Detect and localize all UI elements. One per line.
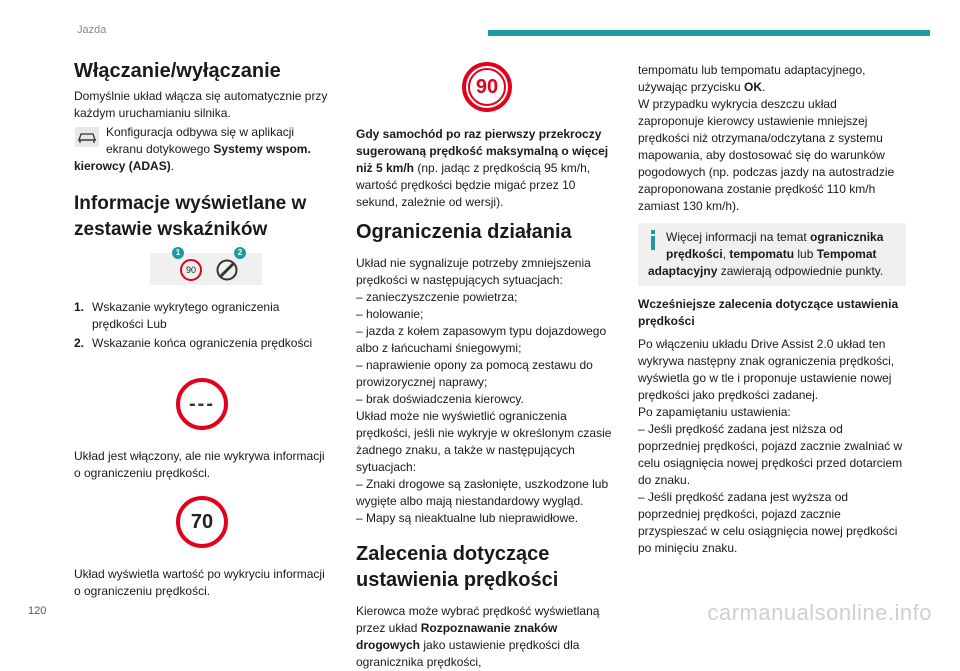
list-item xyxy=(74,299,328,333)
info-icon xyxy=(648,230,658,250)
choice-text: Kierowca może wybrać prędkość wyświetlaną przez układ xyxy=(356,604,600,635)
exceed-rest: (np. jadąc z prędkością 95 km/h, wartość prędkości będzie migać przez 10 sekund, zależnie od wersji). xyxy=(356,161,591,209)
limits-list-2 xyxy=(356,476,620,527)
list-item: – brak doświadczenia kierowcy. xyxy=(356,392,524,406)
info-text: lub xyxy=(794,247,817,261)
list-item: – Znaki drogowe są zasłonięte, uszkodzone lub wygięte albo mają niestandardowy wygląd. xyxy=(356,477,609,508)
list-item: – Jeśli prędkość zadana jest wyższa od poprzedniej prędkości, pojazd zacznie przyspieszać w celu osiągnięcia nowej prędkości po minięciu znaku. xyxy=(638,490,898,555)
page-number: 120 xyxy=(28,605,47,617)
info-bold: ogranicznika prędkości xyxy=(666,230,884,261)
dash-value: --- xyxy=(189,392,215,415)
paragraph-ok xyxy=(638,62,906,96)
heading-limits: Ograniczenia działania xyxy=(356,221,572,243)
small-sign-value: 90 xyxy=(185,264,196,275)
info-text: zawierają odpowiednie punkty. xyxy=(717,264,884,278)
small-speed-sign xyxy=(180,259,202,281)
heading-recommendations: Zalecenia dotyczące ustawienia prędkości xyxy=(356,543,559,591)
ok-bold: OK xyxy=(744,80,763,94)
paragraph-no-display: Układ może nie wyświetlić ograniczenia prędkości, jeśli nie wykryje w określonym czasie żadnego znaku, a także w następujących sytuacjach: xyxy=(356,409,612,474)
exceed-bold: Gdy samochód po raz pierwszy przekroczy sugerowaną prędkość maksymalną o więcej niż 5 km/h xyxy=(356,127,609,175)
paragraph-default: Domyślnie układ włącza się automatycznie przy każdym uruchamianiu silnika. xyxy=(74,89,328,120)
after-save-list xyxy=(638,421,906,557)
column-1 xyxy=(74,58,328,608)
paragraph-exceed xyxy=(356,126,620,211)
limits-list-1 xyxy=(356,289,620,408)
choice-end: jako ustawienie prędkości dla ogranicznika prędkości, xyxy=(356,638,580,669)
paragraph-after-save: Po zapamiętaniu ustawienia: xyxy=(638,405,791,419)
header-accent-bar xyxy=(488,30,930,36)
info-bold: Tempomat adaptacyjny xyxy=(648,247,877,278)
speed-sign-70 xyxy=(176,496,228,548)
touchscreen-note xyxy=(74,124,328,175)
heading-display-info: Informacje wyświetlane w zestawie wskaźników xyxy=(74,193,307,240)
ok-text: tempomatu lub tempomatu adaptacyjnego, używając przycisku xyxy=(638,63,866,94)
badge-1: 1 xyxy=(172,247,184,259)
list-item: – jazda z kołem zapasowym typu dojazdowego albo z łańcuchami śniegowymi; xyxy=(356,324,607,355)
list-number: 1. xyxy=(74,300,85,314)
info-bold: tempomatu xyxy=(729,247,795,261)
cluster-illustration xyxy=(150,248,262,285)
badge-2: 2 xyxy=(234,247,246,259)
info-text: Więcej informacji na temat xyxy=(666,230,811,244)
ok-end: . xyxy=(762,80,766,94)
paragraph-value: Układ wyświetla wartość po wykryciu informacji o ograniczeniu prędkości. xyxy=(74,567,325,598)
watermark: carmanualsonline.info xyxy=(707,600,932,625)
note-bold: Systemy wspom. kierowcy (ADAS) xyxy=(74,142,311,173)
sign-70-value: 70 xyxy=(190,510,214,533)
heading-on-off: Włączanie/wyłączanie xyxy=(74,60,281,82)
subheading-earlier: Wcześniejsze zalecenia dotyczące ustawienia prędkości xyxy=(638,297,899,328)
paragraph-driver-choice xyxy=(356,603,620,671)
paragraph-drive-assist: Po włączeniu układu Drive Assist 2.0 układ ten wykrywa następny znak ograniczenia prędkości, wyświetla go w tle i proponuje ustawienie nowej prędkości jako prędkości zadanej. xyxy=(638,337,895,402)
list-text: Wskazanie wykrytego ograniczenia prędkości Lub xyxy=(92,300,280,331)
column-2 xyxy=(356,62,620,671)
no-info-sign xyxy=(176,378,228,430)
list-item xyxy=(74,335,328,352)
speed-sign-90 xyxy=(462,62,512,112)
info-text: , xyxy=(722,247,730,261)
list-item: – naprawienie opony za pomocą zestawu do prowizorycznej naprawy; xyxy=(356,358,593,389)
note-text: Konfiguracja odbywa się w aplikacji ekranu dotykowego xyxy=(106,125,295,156)
info-box xyxy=(638,223,906,286)
note-end: . xyxy=(170,159,175,173)
paragraph-limits: Układ nie sygnalizuje potrzeby zmniejszenia prędkości w następujących sytuacjach: xyxy=(356,256,591,287)
sign-90-value: 90 xyxy=(468,68,506,106)
list-item: – Mapy są nieaktualne lub nieprawidłowe. xyxy=(356,511,579,525)
list-item: – Jeśli prędkość zadana jest niższa od poprzedniej prędkości, pojazd zacznie zwalniać w celu osiągnięcia nowej prędkości przed dotarciem do znaku. xyxy=(638,422,903,487)
choice-bold: Rozpoznawanie znaków drogowych xyxy=(356,621,558,652)
end-limit-icon xyxy=(216,259,238,281)
list-item: – zanieczyszczenie powietrza; xyxy=(356,290,518,304)
section-header: Jazda xyxy=(77,24,107,36)
list-item: – holowanie; xyxy=(356,307,424,321)
list-text: Wskazanie końca ograniczenia prędkości xyxy=(92,336,313,350)
paragraph-rain: W przypadku wykrycia deszczu układ zaproponuje kierowcy ustawienie mniejszej prędkości niż otrzymana/odczytana z systemu mapowania, aby dostosować się do warunków pogodowych (np. podczas jazdy na autostradzie zaproponowana zostanie prędkość 110 km/h zamiast 130 km/h). xyxy=(638,97,895,213)
paragraph-no-info: Układ jest włączony, ale nie wykrywa informacji o ograniczeniu prędkości. xyxy=(74,449,325,480)
list-number: 2. xyxy=(74,336,85,350)
column-3 xyxy=(638,62,906,557)
car-icon xyxy=(74,126,100,148)
